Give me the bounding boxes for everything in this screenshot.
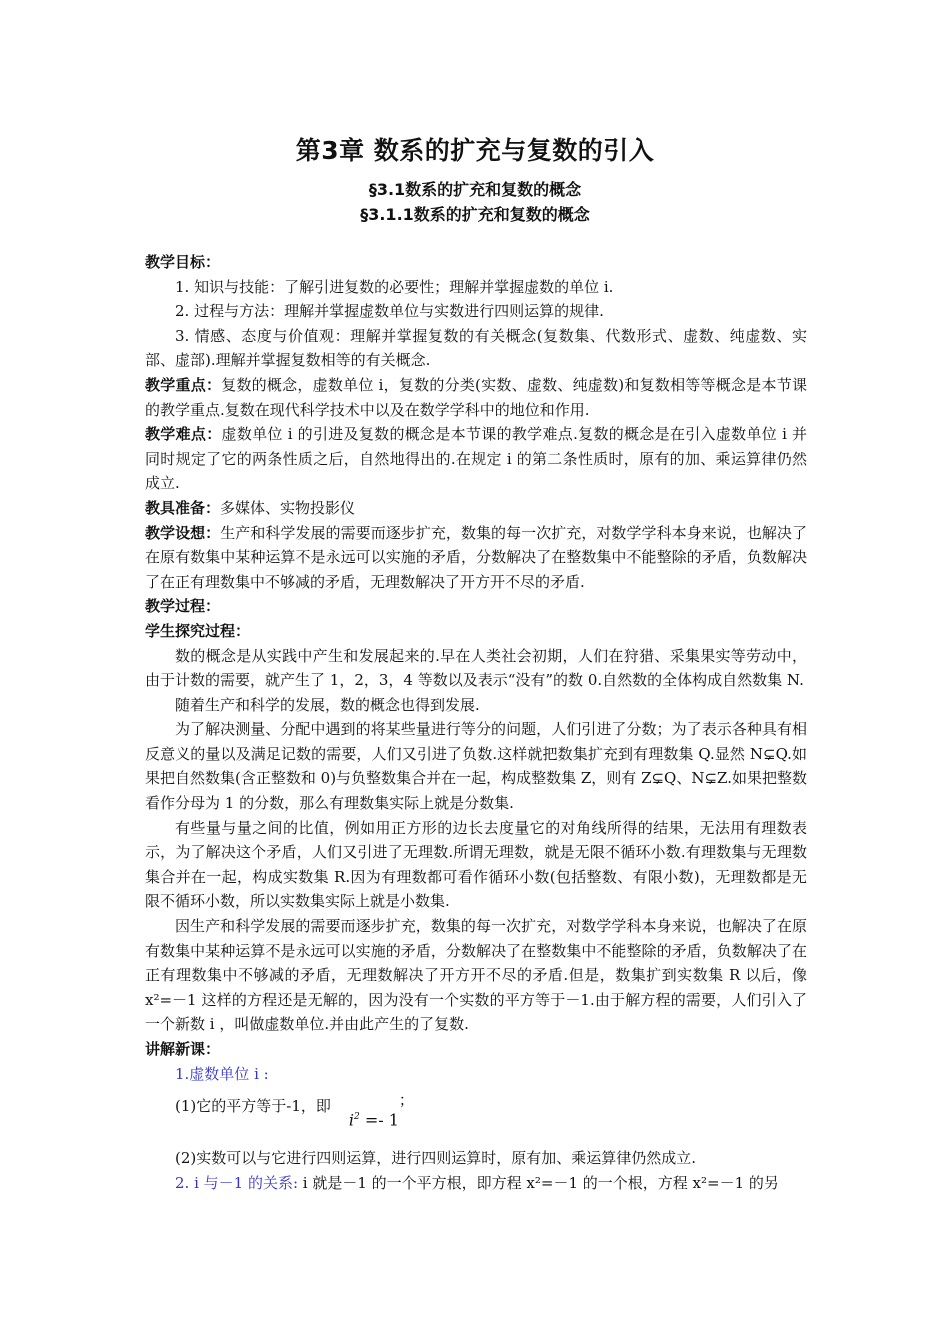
tools-heading: 教具准备： [145, 498, 221, 517]
chapter-title: 第3章 数系的扩充与复数的引入 [295, 136, 655, 165]
key-points-text: 复数的概念，虚数单位 i，复数的分类(实数、虚数、纯虚数)和复数相等等概念是本节课的教学重点.复数在现代科学技术中以及在数学学科中的地位和作用. [145, 375, 807, 419]
objective-item-1: 1. 知识与技能：了解引进复数的必要性；理解并掌握虚数的单位 i. [175, 277, 614, 296]
tools [145, 496, 807, 521]
formula-exponent: 2 [354, 1111, 360, 1122]
design [145, 521, 807, 595]
paragraph-4: 有些量与量之间的比值，例如用正方形的边长去度量它的对角线所得的结果，无法用有理数表示，为了解决这个矛盾，人们又引进了无理数.所谓无理数，就是无限不循环小数.有理数集与无理数集合并在一起，构成实数集 R.因为有理数都可看作循环小数(包括整数、有限小数)，无理数都是无限不循环小数，所以实数集实际上就是小数集. [145, 818, 807, 911]
tools-text: 多媒体、实物投影仪 [220, 498, 356, 517]
property-1-text: (1)它的平方等于-1，即 [175, 1097, 331, 1116]
key-points [145, 373, 807, 422]
new-lesson-heading: 讲解新课： [145, 1040, 221, 1058]
relation-label: 2. i 与－1 的关系: [175, 1173, 299, 1192]
section-title: §3.1数系的扩充和复数的概念 [368, 180, 582, 199]
objective-item-2: 2. 过程与方法：理解并掌握虚数单位与实数进行四则运算的规律. [175, 302, 604, 321]
formula-i: i [348, 1110, 354, 1130]
design-text: 生产和科学发展的需要而逐步扩充，数集的每一次扩充，对数学学科本身来说，也解决了在原有数集中某种运算不是永远可以实施的矛盾，分数解决了在整数集中不能整除的矛盾，负数解决了在正有理数集中不够减的矛盾，无理数解决了开方开不尽的矛盾. [145, 523, 807, 591]
document-body [145, 250, 807, 1195]
spacer [145, 1134, 807, 1146]
paragraph-5: 因生产和科学发展的需要而逐步扩充，数集的每一次扩充，对数学学科本身来说，也解决了在原有数集中某种运算不是永远可以实施的矛盾，分数解决了在整数集中不能整除的矛盾，负数解决了在正有理数集中不够减的矛盾，无理数解决了开方开不尽的矛盾.但是，数集扩到实数集 R 以后，像 x²=－1 这样的方程还是无解的，因为没有一个实数的平方等于－1.由于解方程的需要，人们引入了一个新数 i ，叫做虚数单位.并由此产生的了复数. [145, 917, 807, 1034]
design-heading: 教学设想： [145, 523, 221, 542]
imaginary-unit-property-2: (2)实数可以与它进行四则运算，进行四则运算时，原有加、乘运算律仍然成立. [175, 1149, 697, 1168]
paragraph-1: 数的概念是从实践中产生和发展起来的.早在人类社会初期，人们在狩猎、采集果实等劳动中，由于计数的需要，就产生了 1，2，3，4 等数以及表示“没有”的数 0.自然数的全体构成自然数集 N. [145, 646, 807, 690]
imaginary-unit-label: 1.虚数单位 i : [175, 1064, 269, 1083]
explore-heading: 学生探究过程： [145, 621, 251, 640]
formula-rhs: =- 1 [364, 1110, 399, 1130]
difficulties-heading: 教学难点： [145, 425, 222, 444]
relation-text: i 就是－1 的一个平方根，即方程 x²=－1 的一个根，方程 x²=－1 的另 [298, 1173, 779, 1192]
relation-item [145, 1171, 807, 1196]
difficulties [145, 422, 807, 496]
difficulties-text: 虚数单位 i 的引进及复数的概念是本节课的教学难点.复数的概念是在引入虚数单位 i 并同时规定了它的两条性质之后，自然地得出的.在规定 i 的第二条性质时，原有的加、乘运算律仍然成立. [145, 425, 807, 493]
objective-item-3: 3. 情感、态度与价值观：理解并掌握复数的有关概念(复数集、代数形式、虚数、纯虚数、实部、虚部).理解并掌握复数相等的有关概念. [145, 326, 807, 370]
subsection-title: §3.1.1数系的扩充和复数的概念 [360, 205, 590, 224]
process-heading: 教学过程： [145, 597, 221, 616]
paragraph-2: 随着生产和科学的发展，数的概念也得到发展. [175, 695, 480, 714]
formula-i-squared [349, 1103, 399, 1134]
formula-end: ； [398, 1091, 414, 1110]
objectives-heading: 教学目标： [145, 253, 221, 271]
imaginary-unit-property-1 [145, 1086, 807, 1134]
paragraph-3: 为了解决测量、分配中遇到的将某些量进行等分的问题，人们引进了分数；为了表示各种具有相反意义的量以及满足记数的需要，人们又引进了负数.这样就把数集扩充到有理数集 Q.显然 N⊊Q.如果把自然数集(含正整数和 0)与负整数集合并在一起，构成整数集 Z，则有 Z⊊Q、N⊊Z.如果把整数看作分母为 1 的分数，那么有理数集实际上就是分数集. [145, 720, 807, 813]
key-points-heading: 教学重点： [145, 375, 222, 394]
